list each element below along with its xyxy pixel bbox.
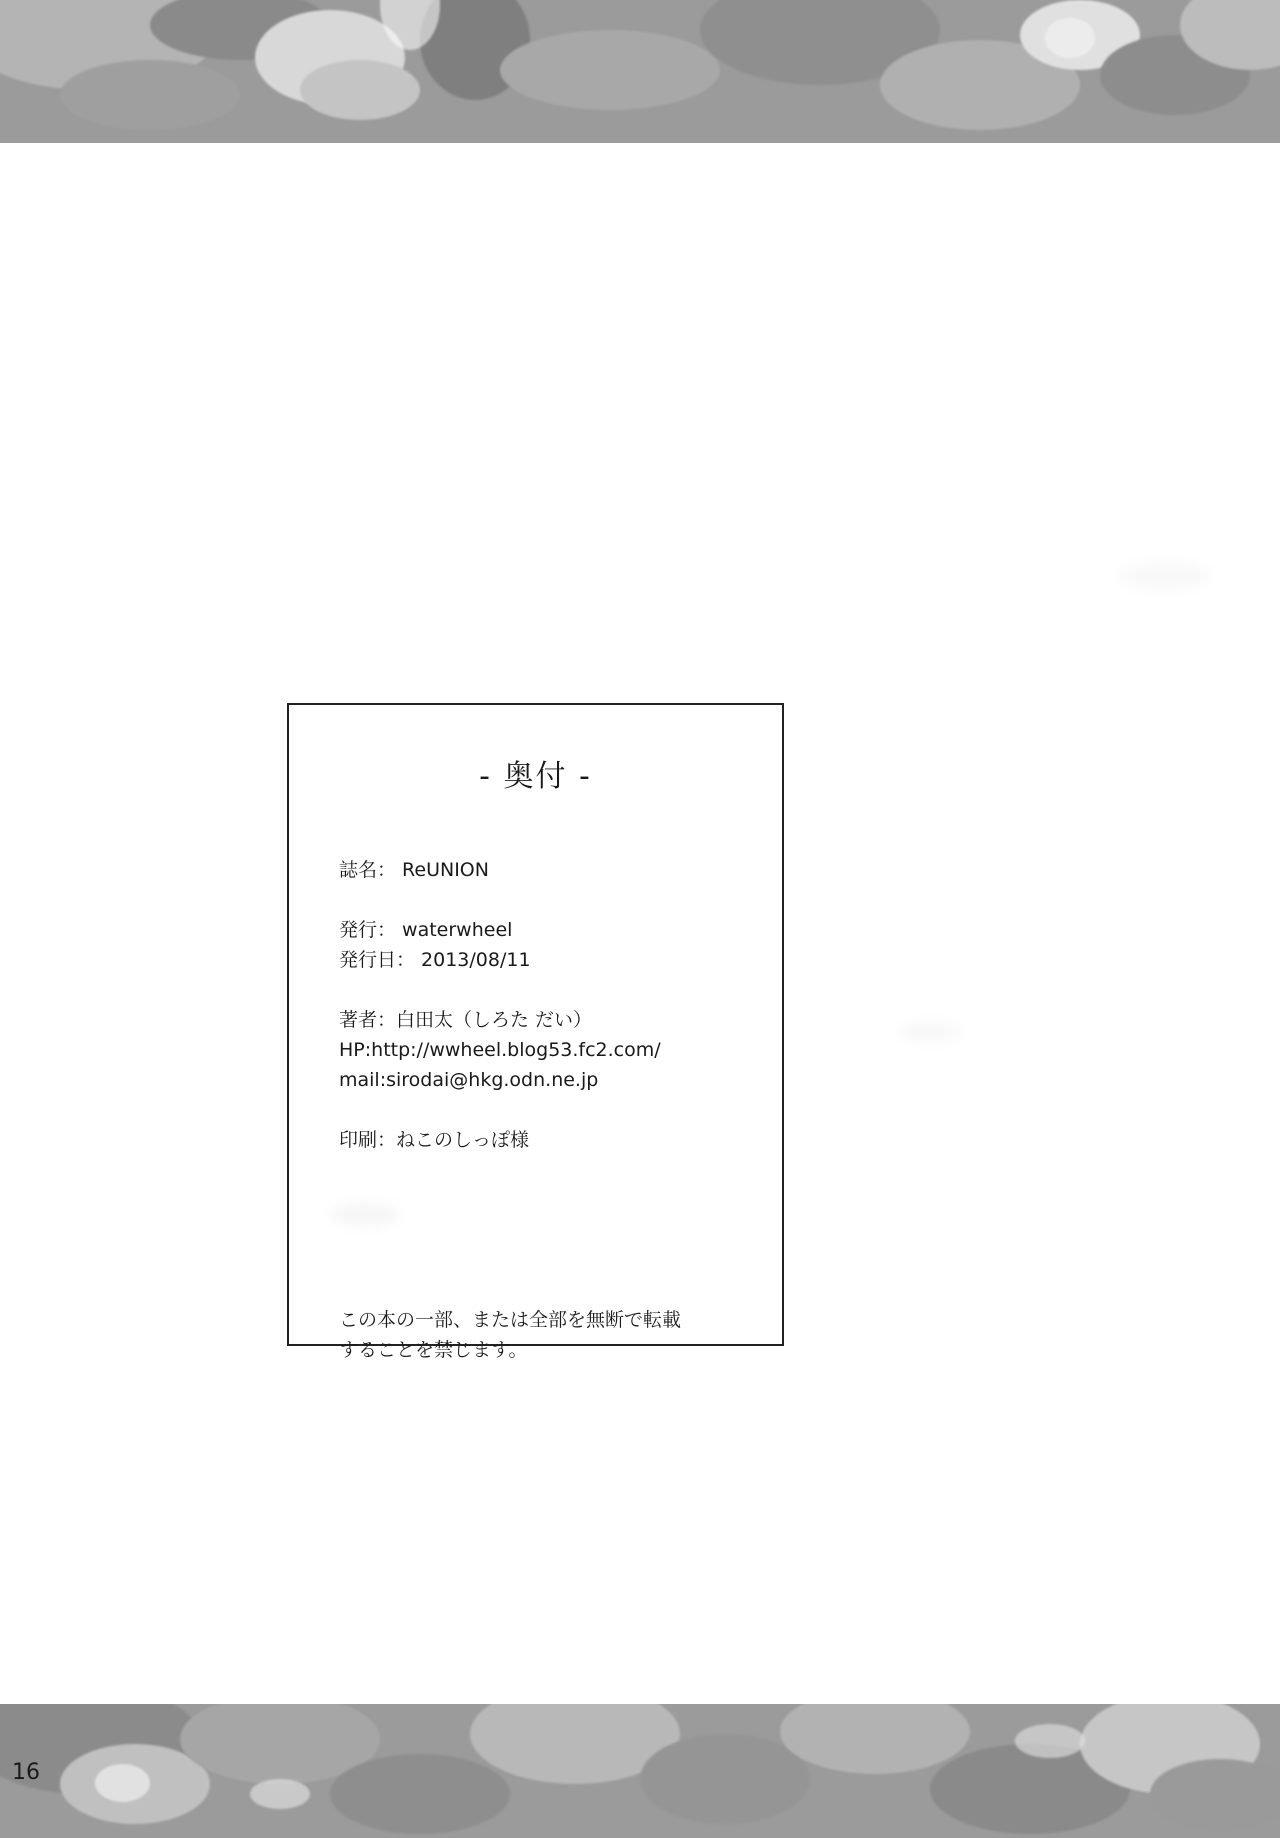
entry-homepage[interactable]: HP:http://wwheel.blog53.fc2.com/ [339,1039,661,1061]
entry-author: 著者：白田太（しろた だい） [339,1009,593,1031]
colophon-title: - 奥付 - [479,759,592,794]
notice-line-2: することを禁じます。 [339,1339,528,1361]
entry-magazine-name: 誌名： ReUNION [339,859,489,881]
entry-mail[interactable]: mail:sirodai@hkg.odn.ne.jp [339,1069,599,1091]
notice-line-1: この本の一部、または全部を無断で転載 [339,1309,682,1331]
top-texture-band [0,0,1280,143]
page-number: 16 [12,1760,40,1785]
page-sheet [0,143,1280,1704]
reprint-notice [339,1305,782,1365]
bottom-texture-band [0,1704,1280,1838]
colophon-box [287,703,784,1361]
entry-printer: 印刷：ねこのしっぽ様 [339,1129,530,1151]
entry-publisher: 発行： waterwheel [339,919,513,941]
entry-publish-date: 発行日： 2013/08/11 [339,949,531,971]
colophon-entries [339,855,782,1155]
